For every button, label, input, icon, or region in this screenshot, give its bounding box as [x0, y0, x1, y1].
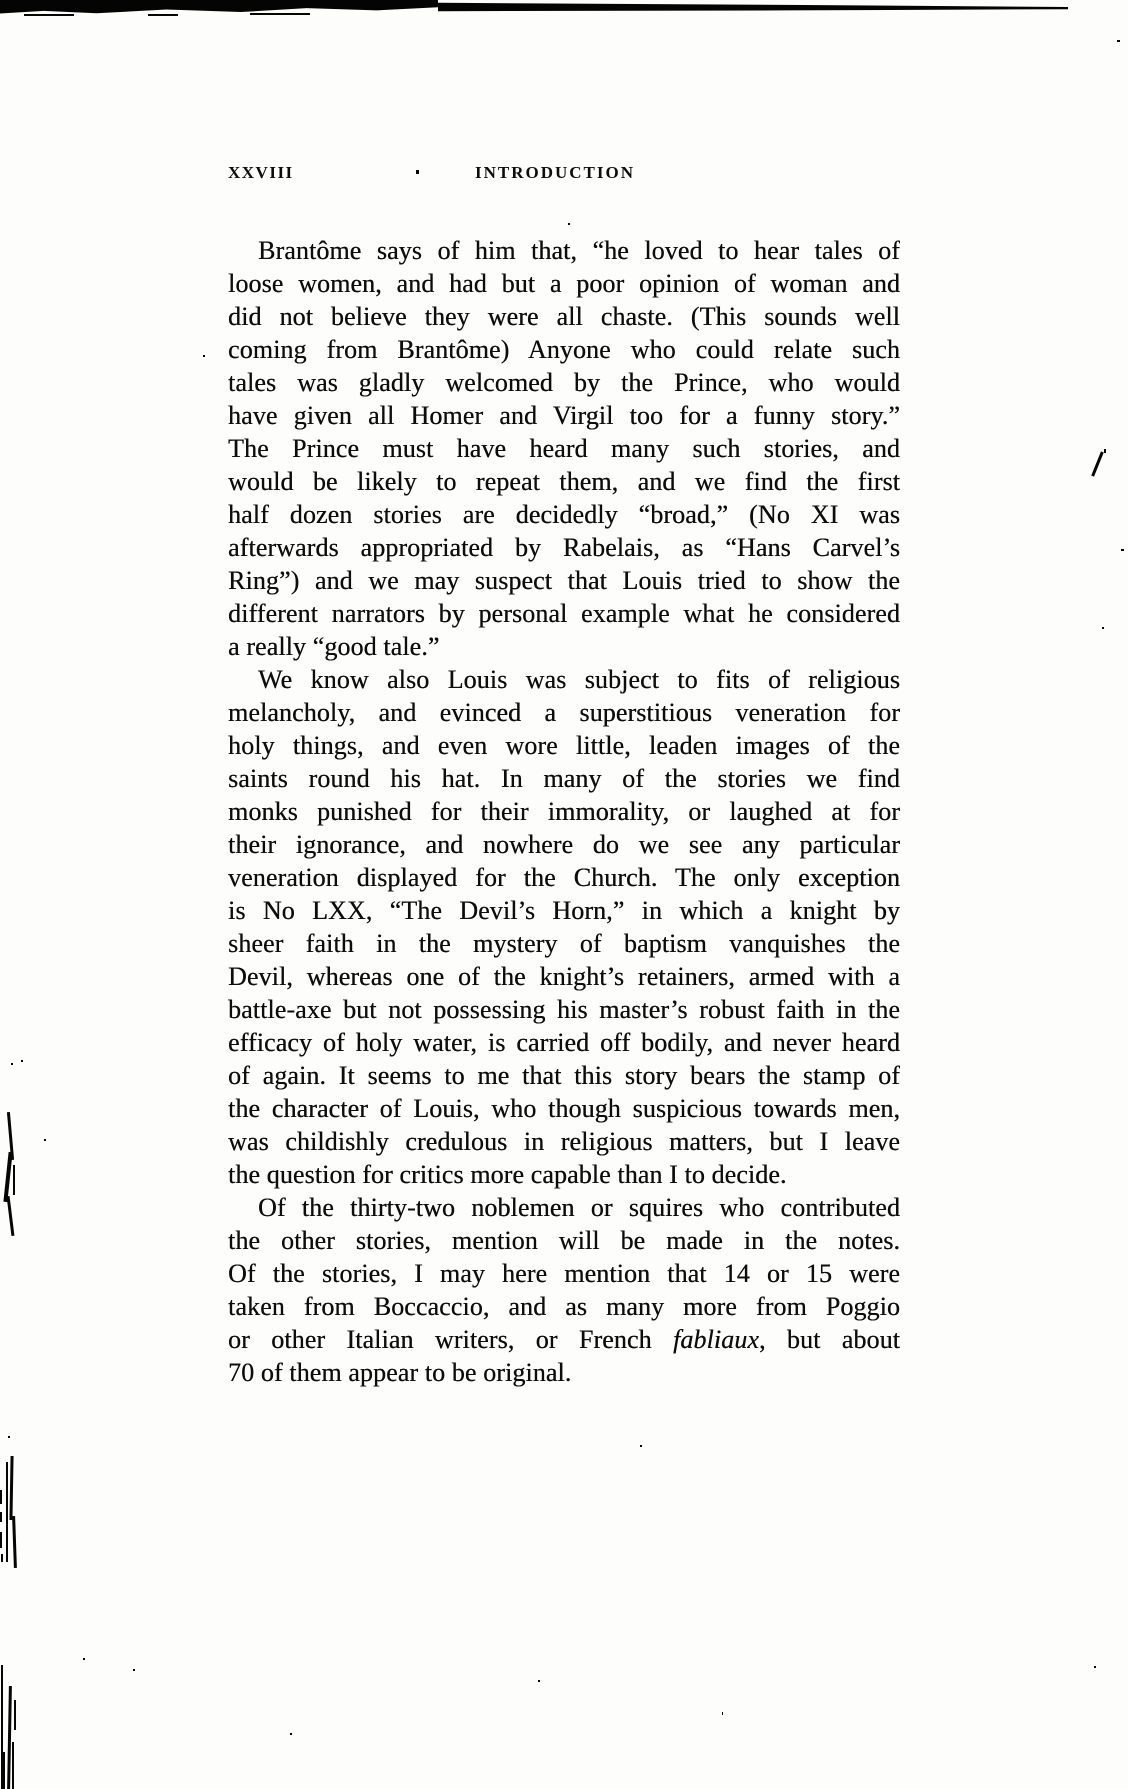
- ink-mark: [13, 1165, 15, 1195]
- ink-mark: [11, 1063, 13, 1065]
- ink-mark: [3, 1752, 5, 1789]
- page-header: [228, 161, 900, 187]
- text-line: of again. It seems to me that this story bears the stamp of: [228, 1061, 900, 1090]
- ink-mark: [250, 13, 310, 15]
- text-line: coming from Brantôme) Anyone who could relate such: [228, 335, 900, 364]
- ink-mark: [14, 1700, 16, 1730]
- text-line: different narrators by personal example what he considered: [228, 599, 900, 628]
- text-line: Ring”) and we may suspect that Louis tried to show the: [228, 566, 900, 595]
- ink-mark: [6, 1462, 8, 1562]
- running-title: INTRODUCTION: [474, 163, 636, 182]
- ink-mark: [1094, 1666, 1096, 1668]
- scan-artifact-top-bar-thin: [438, 2, 1068, 12]
- text-line: is No LXX, “The Devil’s Horn,” in which a knight by: [228, 896, 900, 925]
- text-line: [228, 1323, 900, 1356]
- text-line: loose women, and had but a poor opinion of woman and: [228, 269, 900, 298]
- ink-mark: [7, 1196, 15, 1236]
- text-line: the other stories, mention will be made in the notes.: [228, 1226, 900, 1255]
- ink-mark: [1117, 40, 1120, 42]
- text-line: did not believe they were all chaste. (This sounds well: [228, 302, 900, 331]
- ink-mark: [7, 1112, 14, 1160]
- ink-mark: [568, 223, 570, 225]
- italic-text: fabliaux: [672, 1325, 759, 1354]
- text-line: battle-axe but not possessing his master’s robust faith in the: [228, 995, 900, 1024]
- ink-mark: [9, 1456, 13, 1520]
- text-line: taken from Boccaccio, and as many more from Poggio: [228, 1292, 900, 1321]
- text-line: monks punished for their immorality, or laughed at for: [228, 797, 900, 826]
- ink-mark: [1121, 549, 1124, 551]
- ink-mark: [83, 1658, 85, 1660]
- ink-mark: [1, 1554, 3, 1562]
- ink-mark: [148, 14, 178, 16]
- ink-mark: [8, 1436, 10, 1438]
- paragraph: [228, 234, 900, 663]
- text-line: the character of Louis, who though suspicious towards men,: [228, 1094, 900, 1123]
- ink-mark: [12, 1516, 17, 1568]
- ink-mark: [44, 1139, 46, 1141]
- ink-mark: [290, 1733, 292, 1735]
- ink-mark: [1, 1665, 3, 1789]
- text-line: sheer faith in the mystery of baptism vanquishes the: [228, 929, 900, 958]
- ink-mark: [640, 1445, 642, 1447]
- text-line: Of the thirty-two noblemen or squires who contributed: [258, 1193, 900, 1222]
- text-line: 70 of them appear to be original.: [228, 1358, 572, 1387]
- ink-mark: [722, 1712, 723, 1715]
- text-block: [228, 234, 900, 1389]
- ink-mark: [0, 1532, 2, 1548]
- ink-mark: [203, 355, 205, 357]
- text-line: holy things, and even wore little, leaden images of the: [228, 731, 900, 760]
- text-line: tales was gladly welcomed by the Prince, who would: [228, 368, 900, 397]
- ink-mark: [0, 1512, 2, 1522]
- ink-mark: [12, 1742, 14, 1789]
- text-line: Devil, whereas one of the knight’s retainers, armed with a: [228, 962, 900, 991]
- scan-artifact-top-bar-thick: [0, 0, 438, 14]
- paragraph: [228, 1191, 900, 1389]
- text-line: the question for critics more capable than I to decide.: [228, 1160, 787, 1189]
- ink-mark: [1104, 449, 1106, 453]
- text-line: veneration displayed for the Church. The only exception: [228, 863, 900, 892]
- text-segment: , but about: [758, 1325, 900, 1354]
- ink-mark: [1091, 451, 1104, 476]
- ink-mark: [24, 14, 74, 16]
- ink-mark: [21, 1060, 23, 1062]
- text-line: afterwards appropriated by Rabelais, as “Hans Carvel’s: [228, 533, 900, 562]
- page-number: XXVIII: [228, 163, 294, 182]
- text-line: was childishly credulous in religious matters, but I leave: [228, 1127, 900, 1156]
- ink-mark: [133, 1669, 135, 1671]
- text-line: The Prince must have heard many such stories, and: [228, 434, 900, 463]
- ink-mark: [3, 1152, 12, 1202]
- ink-mark: [0, 1490, 2, 1504]
- ink-mark: [7, 1686, 12, 1789]
- text-segment: or other Italian writers, or French: [228, 1325, 673, 1354]
- text-line: half dozen stories are decidedly “broad,” (No XI was: [228, 500, 900, 529]
- text-line: efficacy of holy water, is carried off bodily, and never heard: [228, 1028, 900, 1057]
- ink-mark: [538, 1680, 540, 1682]
- ink-mark: [1102, 627, 1104, 629]
- text-line: Brantôme says of him that, “he loved to hear tales of: [258, 236, 900, 265]
- paragraph: [228, 663, 900, 1191]
- text-line: melancholy, and evinced a superstitious veneration for: [228, 698, 900, 727]
- text-line: their ignorance, and nowhere do we see any particular: [228, 830, 900, 859]
- text-line: saints round his hat. In many of the stories we find: [228, 764, 900, 793]
- text-line: would be likely to repeat them, and we find the first: [228, 467, 900, 496]
- text-line: Of the stories, I may here mention that 14 or 15 were: [228, 1259, 900, 1288]
- text-line: We know also Louis was subject to fits of religious: [258, 665, 900, 694]
- text-line: have given all Homer and Virgil too for a funny story.”: [228, 401, 900, 430]
- text-line: a really “good tale.”: [228, 632, 440, 661]
